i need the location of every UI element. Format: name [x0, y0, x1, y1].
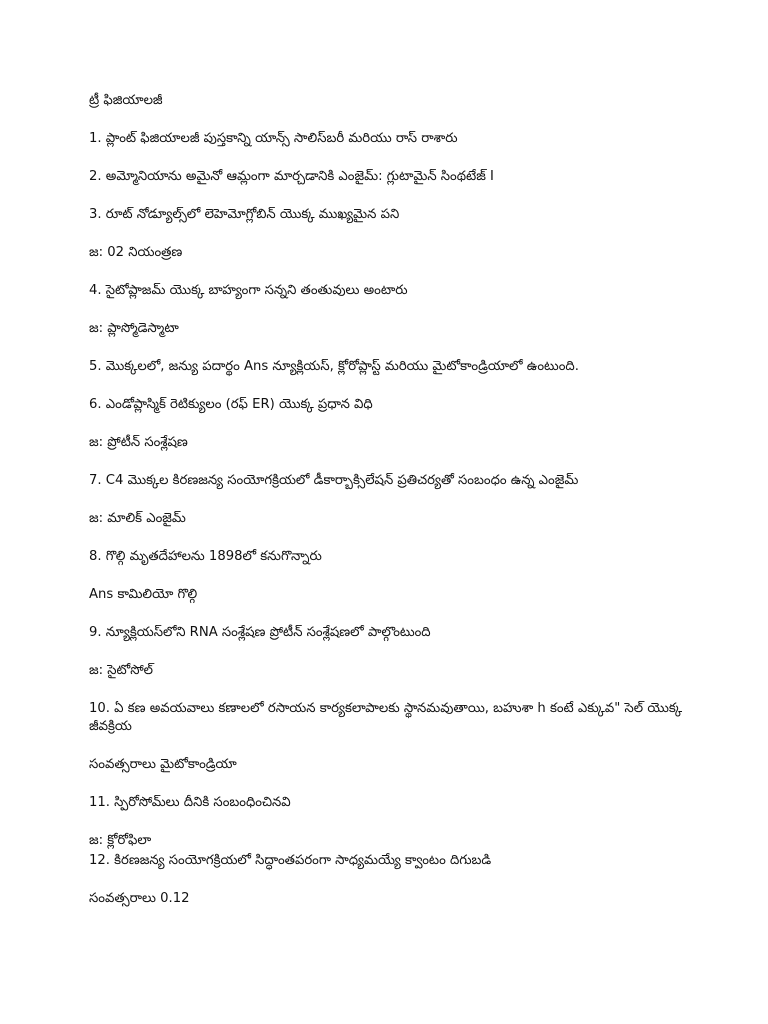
question-5: 5. మొక్కలలో, జన్యు పదార్థం Ans న్యూక్లియస్, క్లోరోప్లాస్ట్ మరియు మైటోకాండ్రియాలో ఉంటుంది. — [89, 359, 579, 374]
question-12: 12. కిరణజన్య సంయోగక్రియలో సిద్ధాంతపరంగా సాధ్యమయ్యే క్వాంటం దిగుబడి — [89, 853, 492, 868]
answer-3: జ: 02 నియంత్రణ — [89, 245, 183, 260]
answer-10: సంవత్సరాలు మైటోకాండ్రియా — [89, 757, 237, 772]
question-1: 1. ప్లాంట్ ఫిజియాలజీ పుస్తకాన్ని యాన్స్ సాలిస్‌బరీ మరియు రాస్ రాశారు — [89, 131, 458, 146]
answer-6: జ: ప్రోటీన్ సంశ్లేషణ — [89, 435, 188, 450]
answer-7: జ: మాలిక్ ఎంజైమ్ — [89, 511, 186, 526]
question-11: 11. స్పిరోసోమ్‌లు దీనికి సంబంధించినవి — [89, 795, 291, 810]
answer-12: సంవత్సరాలు 0.12 — [89, 891, 190, 906]
answer-9: జ: సైటోసోల్ — [89, 663, 153, 678]
question-9: 9. న్యూక్లియస్‌లోని RNA సంశ్లేషణ ప్రోటీన్ సంశ్లేషణలో పాల్గొంటుంది — [89, 625, 431, 640]
answer-11: జ: క్లోరోఫిలా — [89, 833, 152, 848]
question-4: 4. సైటోప్లాజమ్ యొక్క బాహ్యంగా సన్నని తంతువులు అంటారు — [89, 283, 408, 298]
answer-4: జ: ప్లాస్మోడెస్మాటా — [89, 321, 179, 336]
answer-8: Ans కామిలియో గొల్గి — [89, 587, 198, 602]
document-body — [89, 92, 709, 928]
question-8: 8. గొల్గి మృతదేహాలను 1898లో కనుగొన్నారు — [89, 549, 322, 564]
question-7: 7. C4 మొక్కల కిరణజన్య సంయోగక్రియలో డీకార్బాక్సిలేషన్ ప్రతిచర్యతో సంబంధం ఉన్న ఎంజైమ్ — [89, 473, 579, 488]
question-10: 10. ఏ కణ అవయవాలు కణాలలో రసాయన కార్యకలాపాలకు స్థానమవుతాయి, బహుశా h కంటే ఎక్కువ" సెల్ యొక్క జీవక్రియ — [89, 701, 683, 734]
question-3: 3. రూట్ నోడ్యూల్స్‌లో లెహెమోగ్లోబిన్ యొక్క ముఖ్యమైన పని — [89, 207, 400, 222]
question-2: 2. అమ్మోనియాను అమైనో ఆమ్లంగా మార్చడానికి ఎంజైమ్: గ్లుటామైన్ సింథటేజ్ I — [89, 169, 494, 184]
document-title: ట్రీ ఫిజియాలజీ — [89, 93, 163, 108]
question-6: 6. ఎండోప్లాస్మిక్ రెటిక్యులం (రఫ్ ER) యొక్క ప్రధాన విధి — [89, 397, 373, 412]
